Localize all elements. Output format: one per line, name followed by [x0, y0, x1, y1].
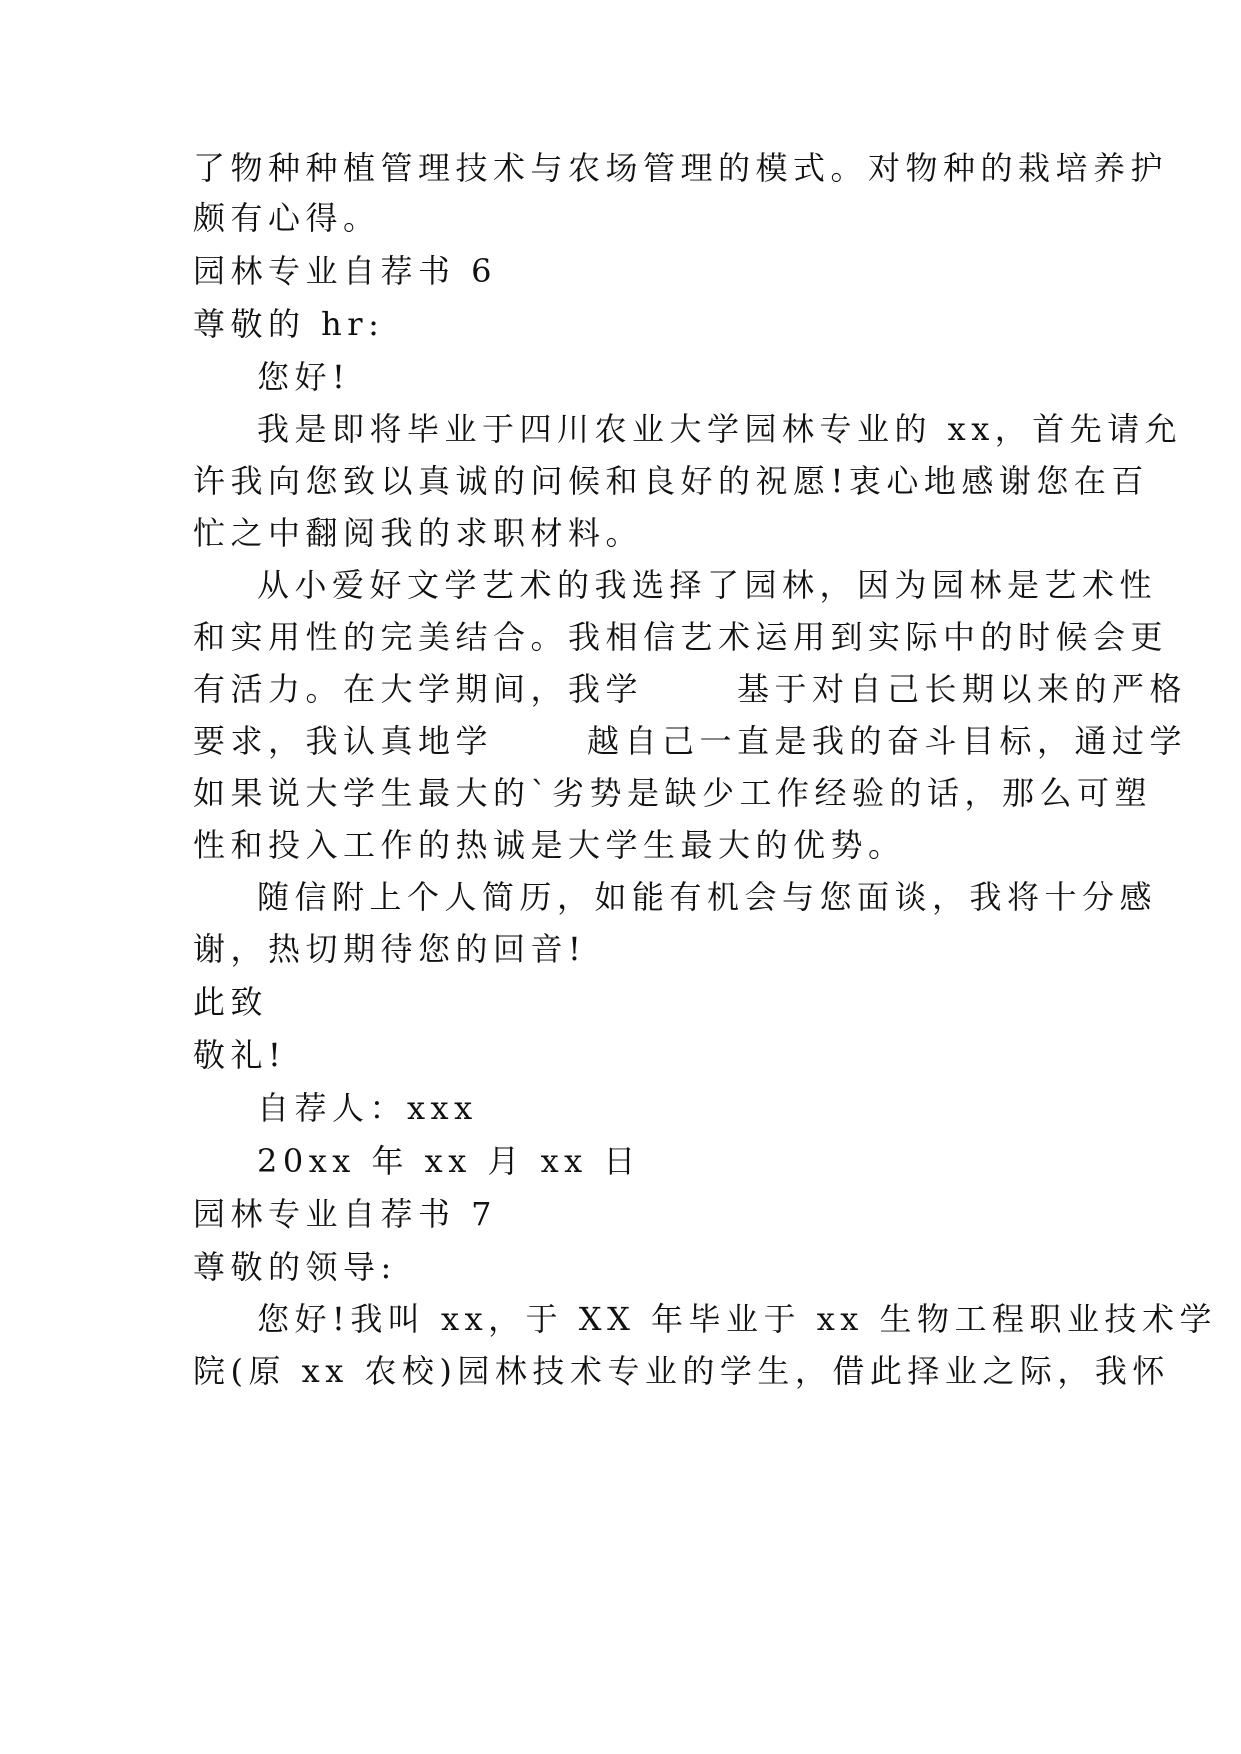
- text-line: 从小爱好文学艺术的我选择了园林，因为园林是艺术性: [257, 566, 1158, 604]
- text-line: 要求，我认真地学 越自己一直是我的奋斗目标，通过学: [193, 722, 1188, 760]
- salutation: 尊敬的 hr:: [193, 305, 385, 343]
- text-line: 有活力。在大学期间，我学 基于对自己长期以来的严格: [193, 670, 1188, 708]
- text-line: 您好!我叫 xx，于 XX 年毕业于 xx 生物工程职业技术学: [257, 1300, 1217, 1338]
- text-line: 颇有心得。: [193, 199, 381, 237]
- closing-line: 此致: [193, 983, 269, 1021]
- text-line: 我是即将毕业于四川农业大学园林专业的 xx，首先请允: [257, 410, 1183, 448]
- text-line: 随信附上个人简历，如能有机会与您面谈，我将十分感: [257, 878, 1158, 916]
- text-line: 了物种种植管理技术与农场管理的模式。对物种的栽培养护: [193, 149, 1169, 187]
- text-line: 忙之中翻阅我的求职材料。: [193, 514, 644, 552]
- section-heading: 园林专业自荐书 6: [193, 252, 498, 290]
- text-line: 如果说大学生最大的`劣势是缺少工作经验的话，那么可塑: [193, 774, 1153, 812]
- text-line: 许我向您致以真诚的问候和良好的祝愿!衷心地感谢您在百: [193, 462, 1149, 500]
- signature: 自荐人：xxx: [257, 1089, 478, 1127]
- greeting: 您好!: [257, 358, 351, 396]
- text-line: 谢，热切期待您的回音!: [193, 930, 587, 968]
- text-line: 和实用性的完美结合。我相信艺术运用到实际中的时候会更: [193, 618, 1169, 656]
- salutation: 尊敬的领导:: [193, 1248, 397, 1286]
- text-line: 院(原 xx 农校)园林技术专业的学生，借此择业之际，我怀: [193, 1352, 1170, 1390]
- text-line: 性和投入工作的热诚是大学生最大的优势。: [193, 826, 906, 864]
- section-heading: 园林专业自荐书 7: [193, 1195, 498, 1233]
- date: 20xx 年 xx 月 xx 日: [257, 1142, 641, 1180]
- closing-line: 敬礼!: [193, 1036, 287, 1074]
